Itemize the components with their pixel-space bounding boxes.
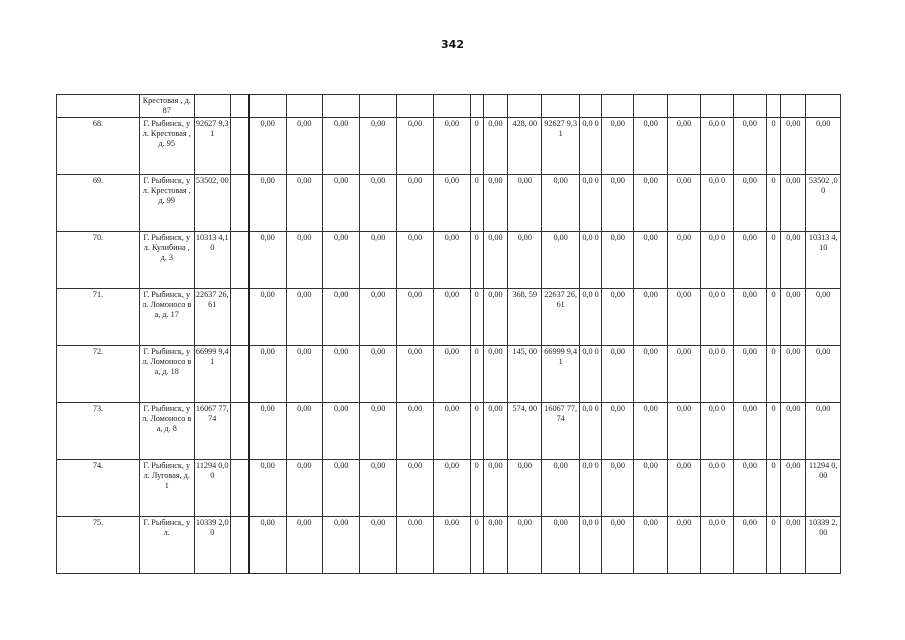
value-cell: 0,00 (634, 289, 667, 346)
value-cell: 10313 4,10 (806, 232, 841, 289)
value-cell (634, 95, 667, 118)
value-cell (602, 95, 634, 118)
value-cell: 0,00 (360, 517, 396, 574)
value-cell: 0,00 (667, 403, 700, 460)
value-cell (483, 95, 507, 118)
value-cell: 0,00 (781, 460, 806, 517)
value-cell: 0,00 (542, 232, 579, 289)
value-cell: 0,00 (508, 175, 542, 232)
value-cell: 0,00 (286, 517, 322, 574)
value-cell: 0 (766, 346, 780, 403)
value-cell: 0,00 (733, 346, 766, 403)
value-cell: 0,00 (434, 175, 470, 232)
value-cell: 0 (766, 403, 780, 460)
value-cell: 0,00 (434, 232, 470, 289)
value-cell: 0,00 (360, 289, 396, 346)
value-cell (194, 95, 230, 118)
table-row (57, 517, 841, 574)
value-cell: 11294 0,00 (194, 460, 230, 517)
value-cell: 0,00 (602, 517, 634, 574)
value-cell: 0,00 (323, 175, 360, 232)
value-cell: 16067 77,74 (542, 403, 579, 460)
value-cell (806, 95, 841, 118)
value-cell: 0,00 (508, 517, 542, 574)
value-cell: 0,00 (286, 460, 322, 517)
value-cell: 0,00 (667, 118, 700, 175)
value-cell: 0,00 (602, 403, 634, 460)
data-table (56, 94, 841, 574)
value-cell: 0,00 (634, 175, 667, 232)
value-cell: 0,0 0 (579, 175, 601, 232)
value-cell: 0,00 (602, 289, 634, 346)
value-cell (508, 95, 542, 118)
value-cell: 0,00 (483, 403, 507, 460)
value-cell (434, 95, 470, 118)
table-row (57, 460, 841, 517)
value-cell: 0,00 (286, 289, 322, 346)
value-cell: 0 (470, 403, 483, 460)
value-cell: 0,0 0 (701, 118, 733, 175)
value-cell: 0,00 (602, 118, 634, 175)
value-cell: 0 (766, 460, 780, 517)
address-cell: Г. Рыбинск, ул. (139, 517, 194, 574)
value-cell: 16067 77,74 (194, 403, 230, 460)
value-cell: 0,00 (434, 346, 470, 403)
value-cell: 66999 9,41 (194, 346, 230, 403)
value-cell: 0,00 (667, 460, 700, 517)
value-cell: 0,00 (249, 460, 286, 517)
page-number: 342 (441, 38, 464, 51)
value-cell: 22637 26,61 (542, 289, 579, 346)
value-cell: 0 (766, 118, 780, 175)
value-cell: 0,00 (434, 118, 470, 175)
value-cell: 0,0 0 (579, 460, 601, 517)
value-cell: 0 (766, 289, 780, 346)
value-cell: 0,00 (542, 460, 579, 517)
value-cell: 0,00 (508, 232, 542, 289)
value-cell: 0,0 0 (701, 517, 733, 574)
value-cell: 0,00 (249, 175, 286, 232)
value-cell (286, 95, 322, 118)
value-cell: 0,00 (483, 232, 507, 289)
value-cell: 0,00 (249, 346, 286, 403)
value-cell: 0,00 (286, 118, 322, 175)
address-cell: Г. Рыбинск, ул. Крестовая , д. 99 (139, 175, 194, 232)
value-cell: 0,00 (667, 346, 700, 403)
table-row (57, 289, 841, 346)
value-cell: 0,00 (781, 175, 806, 232)
address-cell: Крестовая , д. 87 (139, 95, 194, 118)
value-cell: 0,00 (360, 118, 396, 175)
value-cell: 10339 2,00 (806, 517, 841, 574)
value-cell: 0,00 (667, 517, 700, 574)
value-cell: 0,00 (483, 175, 507, 232)
value-cell: 0,00 (667, 175, 700, 232)
value-cell (230, 232, 248, 289)
value-cell: 0,0 0 (579, 118, 601, 175)
value-cell (766, 95, 780, 118)
value-cell: 0 (470, 460, 483, 517)
table-row (57, 232, 841, 289)
value-cell: 0,00 (434, 403, 470, 460)
value-cell: 0,00 (323, 289, 360, 346)
value-cell: 0,00 (733, 403, 766, 460)
value-cell: 0,00 (781, 346, 806, 403)
value-cell (230, 403, 248, 460)
value-cell: 0,00 (806, 118, 841, 175)
value-cell: 0,0 0 (579, 517, 601, 574)
value-cell: 22637 26,61 (194, 289, 230, 346)
value-cell: 574, 00 (508, 403, 542, 460)
value-cell: 0,00 (249, 517, 286, 574)
value-cell: 0,0 0 (701, 346, 733, 403)
value-cell: 0,00 (434, 289, 470, 346)
value-cell: 53502, 00 (194, 175, 230, 232)
value-cell: 0,00 (733, 118, 766, 175)
value-cell (579, 95, 601, 118)
value-cell: 0 (470, 517, 483, 574)
value-cell: 145, 00 (508, 346, 542, 403)
value-cell: 0,00 (542, 175, 579, 232)
value-cell: 0,00 (396, 118, 433, 175)
value-cell: 0,00 (667, 289, 700, 346)
value-cell (360, 95, 396, 118)
value-cell (781, 95, 806, 118)
value-cell: 0,00 (806, 346, 841, 403)
value-cell: 0,0 0 (701, 460, 733, 517)
value-cell: 0,00 (781, 118, 806, 175)
value-cell (470, 95, 483, 118)
value-cell (230, 460, 248, 517)
value-cell: 0,0 0 (701, 175, 733, 232)
value-cell: 0,00 (602, 460, 634, 517)
address-cell: Г. Рыбинск, ул. Крестовая , д. 95 (139, 118, 194, 175)
row-number-cell: 71. (57, 289, 140, 346)
row-number-cell (57, 95, 140, 118)
value-cell: 11294 0,00 (806, 460, 841, 517)
value-cell: 0,0 0 (701, 403, 733, 460)
value-cell: 0,0 0 (579, 403, 601, 460)
value-cell (323, 95, 360, 118)
value-cell: 0,00 (323, 403, 360, 460)
value-cell: 0,00 (249, 289, 286, 346)
table-row (57, 118, 841, 175)
table-row (57, 346, 841, 403)
value-cell: 0,00 (483, 289, 507, 346)
value-cell: 92627 9,31 (542, 118, 579, 175)
value-cell: 0,0 0 (579, 289, 601, 346)
value-cell (230, 289, 248, 346)
value-cell (230, 95, 248, 118)
value-cell: 368, 59 (508, 289, 542, 346)
value-cell: 0,00 (396, 346, 433, 403)
value-cell (230, 175, 248, 232)
value-cell: 0,00 (733, 232, 766, 289)
value-cell: 0,00 (360, 460, 396, 517)
value-cell: 0,00 (249, 232, 286, 289)
row-number-cell: 73. (57, 403, 140, 460)
value-cell: 0,00 (542, 517, 579, 574)
address-cell: Г. Рыбинск, ул. Луговая, д. 1 (139, 460, 194, 517)
value-cell: 0 (470, 118, 483, 175)
value-cell: 0,00 (806, 289, 841, 346)
value-cell (542, 95, 579, 118)
value-cell: 0,0 0 (579, 232, 601, 289)
table-row (57, 95, 841, 118)
value-cell: 0 (470, 289, 483, 346)
value-cell: 0,00 (286, 403, 322, 460)
row-number-cell: 72. (57, 346, 140, 403)
value-cell: 0,00 (286, 175, 322, 232)
row-number-cell: 69. (57, 175, 140, 232)
value-cell: 0,00 (781, 517, 806, 574)
row-number-cell: 68. (57, 118, 140, 175)
value-cell (667, 95, 700, 118)
value-cell (733, 95, 766, 118)
value-cell: 0,00 (733, 289, 766, 346)
address-cell: Г. Рыбинск, ул. Ломоносо ва, д. 18 (139, 346, 194, 403)
value-cell (230, 517, 248, 574)
value-cell: 0,00 (323, 118, 360, 175)
value-cell: 0,00 (634, 232, 667, 289)
value-cell: 53502 ,00 (806, 175, 841, 232)
value-cell: 0 (470, 346, 483, 403)
value-cell: 0,00 (360, 175, 396, 232)
value-cell: 0,00 (249, 403, 286, 460)
value-cell: 0,00 (396, 517, 433, 574)
value-cell: 0,00 (360, 232, 396, 289)
row-number-cell: 74. (57, 460, 140, 517)
value-cell: 0,00 (396, 403, 433, 460)
value-cell: 0,00 (806, 403, 841, 460)
value-cell: 10313 4,10 (194, 232, 230, 289)
value-cell: 0,00 (249, 118, 286, 175)
value-cell: 0,00 (323, 232, 360, 289)
value-cell: 66999 9,41 (542, 346, 579, 403)
value-cell: 0,00 (286, 346, 322, 403)
value-cell: 0,00 (360, 403, 396, 460)
value-cell: 0,00 (396, 289, 433, 346)
value-cell: 0,00 (634, 346, 667, 403)
value-cell: 0,00 (286, 232, 322, 289)
value-cell: 0,00 (483, 460, 507, 517)
address-cell: Г. Рыбинск, ул. Кулибина , д. 3 (139, 232, 194, 289)
row-number-cell: 75. (57, 517, 140, 574)
value-cell: 0,00 (396, 175, 433, 232)
value-cell: 0,00 (360, 346, 396, 403)
value-cell: 0,00 (667, 232, 700, 289)
value-cell: 10339 2,00 (194, 517, 230, 574)
value-cell: 0,00 (323, 517, 360, 574)
value-cell: 0,00 (396, 232, 433, 289)
value-cell: 0,00 (602, 232, 634, 289)
value-cell: 0,00 (634, 517, 667, 574)
value-cell: 0 (766, 517, 780, 574)
value-cell: 0,00 (602, 175, 634, 232)
value-cell: 0,00 (396, 460, 433, 517)
table-row (57, 175, 841, 232)
value-cell: 0,00 (483, 118, 507, 175)
value-cell: 0 (766, 175, 780, 232)
value-cell (230, 346, 248, 403)
value-cell: 0,00 (733, 175, 766, 232)
value-cell: 0,00 (634, 403, 667, 460)
value-cell: 0,00 (733, 517, 766, 574)
address-cell: Г. Рыбинск, ул. Ломоносо ва, д. 8 (139, 403, 194, 460)
value-cell: 0,0 0 (579, 346, 601, 403)
value-cell: 0,00 (434, 517, 470, 574)
value-cell: 0,00 (483, 517, 507, 574)
address-cell: Г. Рыбинск, ул. Ломоносо ва, д. 17 (139, 289, 194, 346)
value-cell: 0 (766, 232, 780, 289)
value-cell: 0,00 (434, 460, 470, 517)
value-cell: 0,00 (323, 460, 360, 517)
value-cell (396, 95, 433, 118)
value-cell: 0,00 (602, 346, 634, 403)
value-cell: 0,00 (781, 403, 806, 460)
value-cell (249, 95, 286, 118)
value-cell: 0 (470, 232, 483, 289)
value-cell: 0,0 0 (701, 232, 733, 289)
value-cell: 0,00 (634, 460, 667, 517)
value-cell: 0,00 (781, 232, 806, 289)
value-cell: 92627 9,31 (194, 118, 230, 175)
row-number-cell: 70. (57, 232, 140, 289)
value-cell: 0 (470, 175, 483, 232)
value-cell: 0,00 (733, 460, 766, 517)
value-cell: 0,0 0 (701, 289, 733, 346)
value-cell: 0,00 (508, 460, 542, 517)
value-cell (230, 118, 248, 175)
value-cell: 0,00 (323, 346, 360, 403)
value-cell (701, 95, 733, 118)
value-cell: 0,00 (781, 289, 806, 346)
value-cell: 0,00 (634, 118, 667, 175)
value-cell: 0,00 (483, 346, 507, 403)
value-cell: 428, 00 (508, 118, 542, 175)
table-row (57, 403, 841, 460)
